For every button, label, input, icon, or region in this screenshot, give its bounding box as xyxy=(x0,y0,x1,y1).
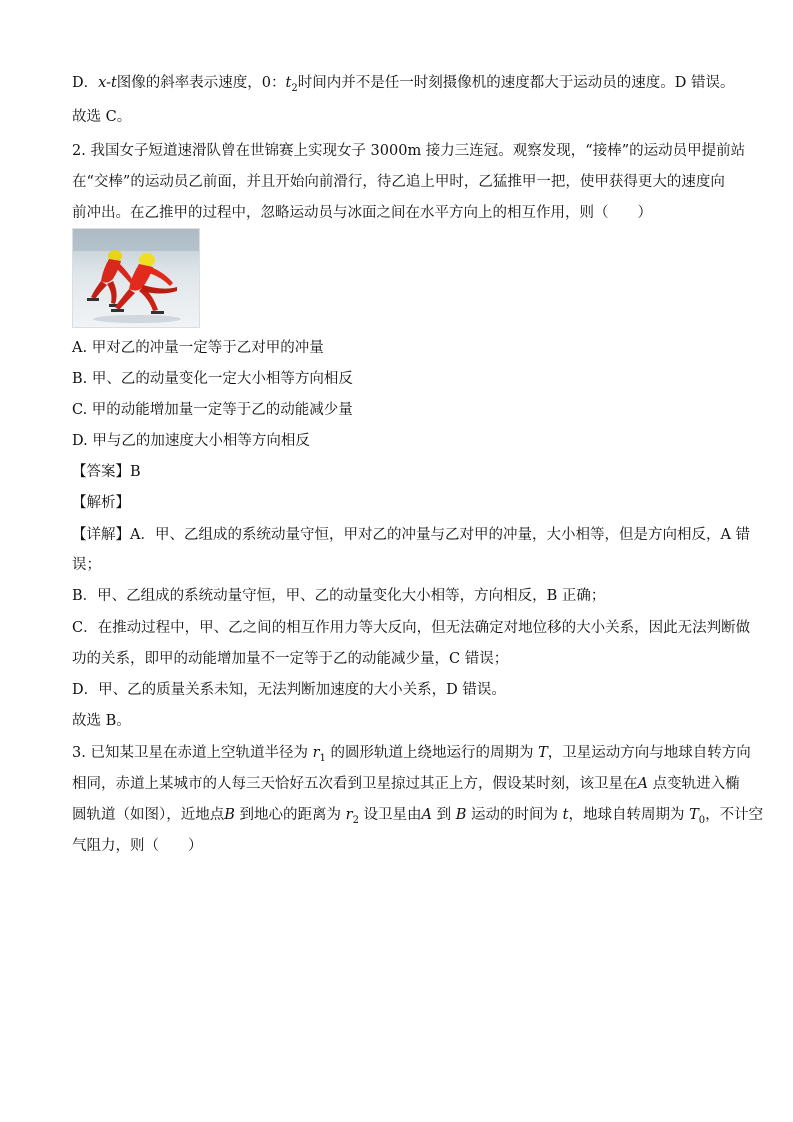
q2-stem-line: 前冲出。在乙推甲的过程中，忽略运动员与冰面之间在水平方向上的相互作用，则（ ） xyxy=(72,205,652,221)
text-fragment: ，不计空 xyxy=(705,807,764,823)
math-var: T xyxy=(689,807,699,823)
q2-explanation-line: C．在推动过程中，甲、乙之间的相互作用力等大反向，但无法确定对地位移的大小关系，因此无法判断做 xyxy=(72,620,751,636)
text-fragment: ，卫星运动方向与地球自转方向 xyxy=(547,745,751,761)
q3-stem-line xyxy=(72,743,751,769)
prev-conclusion: 故选 C。 xyxy=(72,109,132,125)
q3-stem-line: 气阻力，则（ ） xyxy=(72,838,203,854)
q2-explanation-line: 【详解】A．甲、乙组成的系统动量守恒，甲对乙的冲量与乙对甲的冲量，大小相等，但是方向相反，A 错 xyxy=(72,527,751,543)
math-var: A xyxy=(637,776,648,792)
math-var: A xyxy=(421,807,433,823)
q2-analysis-label: 【解析】 xyxy=(72,495,130,511)
math-var: t xyxy=(562,807,569,823)
math-var: B xyxy=(224,807,235,823)
q3-stem-line xyxy=(72,805,764,831)
text-fragment: 3. 已知某卫星在赤道上空轨道半径为 xyxy=(72,745,313,761)
q2-option-c: C. 甲的动能增加量一定等于乙的动能减少量 xyxy=(72,402,353,418)
q2-explanation-line: 功的关系，即甲的动能增加量不一定等于乙的动能减少量，C 错误； xyxy=(72,651,509,667)
text-fragment: 时间内并不是任一时刻摄像机的速度都大于运动员的速度。D 错误。 xyxy=(297,75,735,91)
q2-conclusion: 故选 B。 xyxy=(72,713,131,729)
math-var: T xyxy=(538,745,548,761)
q2-option-b: B. 甲、乙的动量变化一定大小相等方向相反 xyxy=(72,371,353,387)
text-fragment: ，地球自转周期为 xyxy=(568,807,690,823)
math-var: r xyxy=(345,807,353,823)
math-var: r xyxy=(312,745,320,761)
option-prefix: D． xyxy=(72,75,99,91)
q2-explanation-line: D．甲、乙的质量关系未知，无法判断加速度的大小关系，D 错误。 xyxy=(72,682,506,698)
math-subscript: 0 xyxy=(698,814,706,826)
skaters-photo xyxy=(72,228,200,328)
q2-stem-line: 在“交棒”的运动员乙前面，并且开始向前滑行，待乙追上甲时，乙猛推甲一把，使甲获得更大的速度向 xyxy=(72,174,725,190)
math-var: B xyxy=(455,807,467,823)
text-fragment: 到地心的距离为 xyxy=(234,807,346,823)
text-fragment: 的圆形轨道上绕地运行的周期为 xyxy=(325,745,539,761)
text-fragment: 图像的斜率表示速度，0： xyxy=(116,75,286,91)
prev-option-d-line xyxy=(72,73,735,99)
math-subscript: 2 xyxy=(291,82,298,94)
math-var: x-t xyxy=(98,75,117,91)
q2-answer: 【答案】B xyxy=(72,464,141,480)
text-fragment: 设卫星由 xyxy=(358,807,422,823)
text-fragment: 到 xyxy=(432,807,456,823)
q2-stem-line: 2. 我国女子短道速滑队曾在世锦赛上实现女子 3000m 接力三连冠。观察发现，“接棒”的运动员甲提前站 xyxy=(72,143,746,159)
q2-option-d: D. 甲与乙的加速度大小相等方向相反 xyxy=(72,433,310,449)
q2-explanation-line: B．甲、乙组成的系统动量守恒，甲、乙的动量变化大小相等，方向相反，B 正确； xyxy=(72,588,606,604)
text-fragment: 相同，赤道上某城市的人每三天恰好五次看到卫星掠过其正上方，假设某时刻，该卫星在 xyxy=(72,776,638,792)
text-fragment: 运动的时间为 xyxy=(466,807,563,823)
q2-option-a: A. 甲对乙的冲量一定等于乙对甲的冲量 xyxy=(72,340,324,356)
math-var: t xyxy=(285,75,292,91)
text-fragment: 点变轨进入椭 xyxy=(647,776,740,792)
math-subscript: 1 xyxy=(319,752,326,764)
math-subscript: 2 xyxy=(352,814,359,826)
q3-stem-line xyxy=(72,774,740,794)
q2-explanation-line: 误； xyxy=(72,557,101,573)
text-fragment: 圆轨道（如图），近地点 xyxy=(72,807,225,823)
skaters-illustration xyxy=(73,229,200,328)
